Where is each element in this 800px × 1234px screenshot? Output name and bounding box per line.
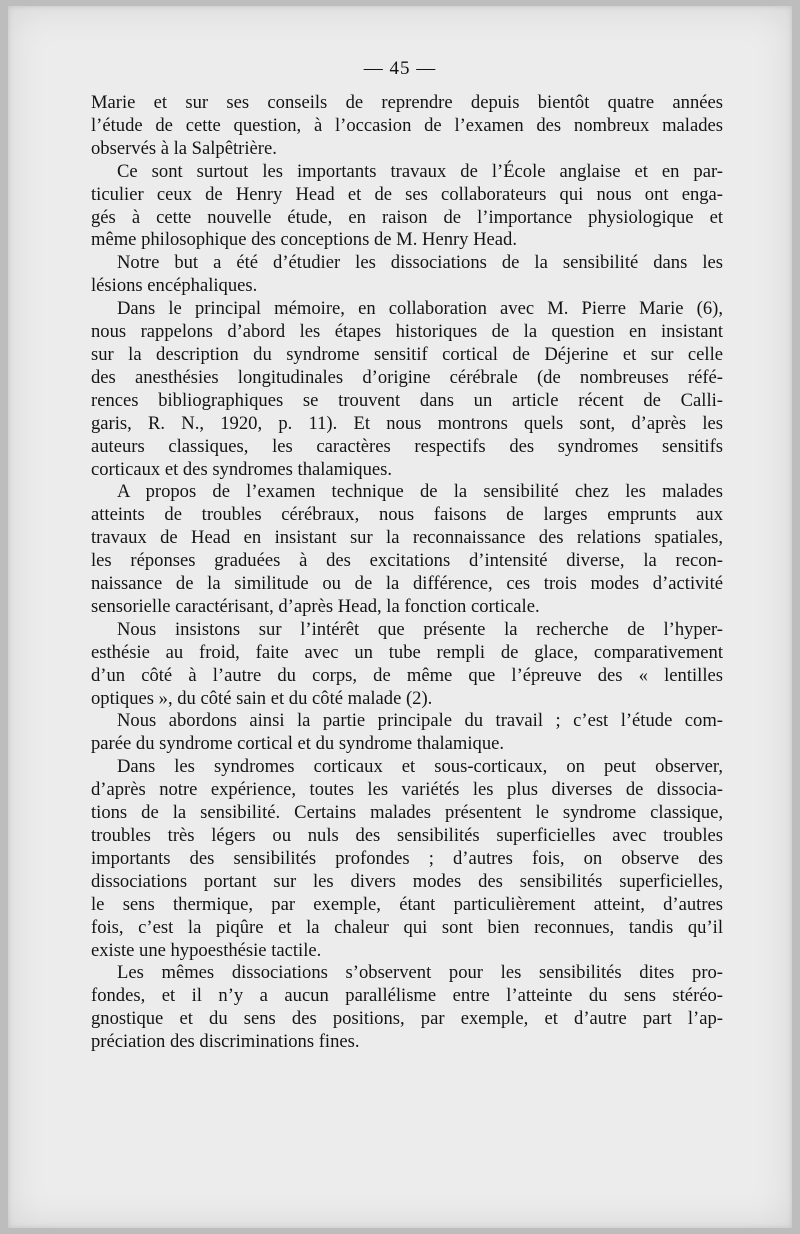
text-line: troubles très légers ou nuls des sensibilités superficielles avec troubles	[91, 825, 723, 846]
paragraph-1	[91, 92, 723, 161]
text-line: Dans les syndromes corticaux et sous-corticaux, on peut observer,	[117, 756, 723, 778]
text-line: fois, c’est la piqûre et la chaleur qui sont bien reconnues, tandis qu’il	[91, 916, 723, 938]
text-line: sur la description du syndrome sensitif cortical de Déjerine et sur celle	[91, 343, 723, 365]
page-number: — 45 —	[363, 58, 437, 79]
text-line: parée du syndrome cortical et du syndrome thalamique.	[91, 733, 505, 755]
text-line: A propos de l’examen technique de la sensibilité chez les malades	[117, 481, 723, 503]
text-line: même philosophique des conceptions de M. Henry Head.	[91, 229, 518, 251]
text-line: rences bibliographiques se trouvent dans un article récent de Calli-	[91, 389, 723, 411]
text-line: corticaux et des syndromes thalamiques.	[91, 458, 393, 480]
text-line: optiques », du côté sain et du côté malade (2).	[91, 687, 433, 709]
text-line: Dans le principal mémoire, en collaboration avec M. Pierre Marie (6),	[117, 298, 723, 320]
text-line: Les mêmes dissociations s’observent pour les sensibilités dites pro-	[117, 962, 723, 984]
text-line: garis, R. N., 1920, p. 11). Et nous montrons quels sont, d’après les	[91, 412, 723, 434]
text-line: esthésie au froid, faite avec un tube rempli de glace, comparativement	[91, 641, 723, 663]
text-line: Ce sont surtout les importants travaux de l’École anglaise et en par-	[117, 160, 723, 182]
text-line: d’un côté à l’autre du corps, de même que l’épreuve des « lentilles	[91, 664, 723, 686]
text-line: gnostique et du sens des positions, par exemple, et d’autre part l’ap-	[91, 1008, 723, 1030]
paragraph-7	[91, 710, 723, 756]
text-line: d’après notre expérience, toutes les variétés les plus diverses de dissocia-	[91, 779, 723, 801]
text-line: ticulier ceux de Henry Head et de ses collaborateurs qui nous ont enga-	[91, 183, 723, 205]
text-line: dissociations portant sur les divers modes des sensibilités superficielles,	[91, 870, 723, 892]
text-line: Marie et sur ses conseils de reprendre depuis bientôt quatre années	[91, 92, 723, 113]
text-line: travaux de Head en insistant sur la reconnaissance des relations spatiales,	[91, 527, 723, 549]
text-line: tions de la sensibilité. Certains malades présentent le syndrome classique,	[91, 802, 723, 824]
text-line: Notre but a été d’étudier les dissociations de la sensibilité dans les	[117, 252, 723, 274]
text-line: fondes, et il n’y a aucun parallélisme entre l’atteinte du sens stéréo-	[91, 985, 723, 1007]
text-line: les réponses graduées à des excitations d’intensité diverse, la recon-	[91, 550, 723, 572]
text-line: existe une hypoesthésie tactile.	[91, 939, 322, 961]
paragraph-6	[91, 619, 723, 711]
text-line: lésions encéphaliques.	[91, 275, 258, 297]
paragraph-8	[91, 756, 723, 962]
paragraph-5	[91, 481, 723, 618]
text-line: auteurs classiques, les caractères respectifs des syndromes sensitifs	[91, 435, 723, 457]
text-line: nous rappelons d’abord les étapes historiques de la question en insistant	[91, 321, 723, 343]
text-line: des anesthésies longitudinales d’origine cérébrale (de nombreuses réfé-	[91, 366, 723, 388]
text-line: Nous insistons sur l’intérêt que présente la recherche de l’hyper-	[117, 618, 723, 640]
paragraph-2	[91, 161, 723, 253]
text-line: naissance de la similitude ou de la différence, ces trois modes d’activité	[91, 573, 723, 595]
paragraph-4	[91, 298, 723, 481]
body-text	[91, 92, 723, 1054]
text-line: préciation des discriminations fines.	[91, 1031, 360, 1053]
text-line: atteints de troubles cérébraux, nous faisons de larges emprunts aux	[91, 504, 723, 526]
paragraph-3	[91, 252, 723, 298]
text-line: l’étude de cette question, à l’occasion de l’examen des nombreux malades	[91, 114, 723, 136]
text-line: observés à la Salpêtrière.	[91, 137, 277, 159]
paragraph-9	[91, 962, 723, 1054]
text-line: sensorielle caractérisant, d’après Head, la fonction corticale.	[91, 595, 540, 617]
text-line: Nous abordons ainsi la partie principale du travail ; c’est l’étude com-	[117, 710, 723, 732]
text-line: gés à cette nouvelle étude, en raison de l’importance physiologique et	[91, 206, 723, 228]
text-line: importants des sensibilités profondes ; d’autres fois, on observe des	[91, 847, 723, 869]
text-line: le sens thermique, par exemple, étant particulièrement atteint, d’autres	[91, 893, 723, 915]
